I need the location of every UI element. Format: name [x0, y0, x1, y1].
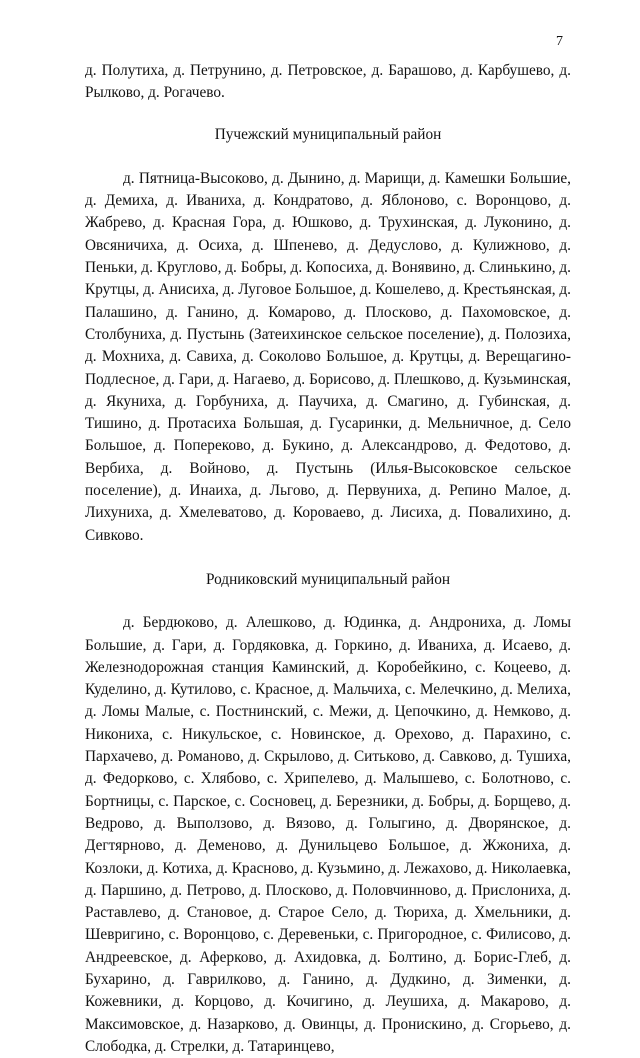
- continued-settlement-list: д. Полутиха, д. Петрунино, д. Петровское, д. Барашово, д. Карбушево, д. Рылково, д. Рогачево.: [85, 62, 571, 102]
- spacer: [85, 146, 571, 168]
- document-body: [85, 60, 571, 1058]
- spacer: [85, 591, 571, 612]
- section-title-rodnikovsky: Родниковский муниципальный район: [205, 570, 451, 588]
- spacer: [85, 547, 571, 569]
- spacer: [85, 105, 571, 124]
- settlement-list-rodnikovsky: д. Бердюково, д. Алешково, д. Юдинка, д. Андрониха, д. Ломы Большие, д. Гари, д. Гордяковка, д. Горкино, д. Иваниха, д. Исаево, д. Железнодорожная станция Каминский, д. Коробейкино, с. Коцеево, д. Куделино, д. Кутилово, с. Красное, д. Мальчиха, с. Мелечкино, д. Мелиха, д. Ломы Малые, с. Постнинский, с. Межи, д. Цепочкино, д. Немково, д. Никониха, с. Никульское, с. Новинское, д. Орехово, д. Парахино, с. Пархачево, д. Романово, д. Скрылово, д. Ситьково, д. Савково, д. Тушиха, д. Федорково, с. Хлябово, с. Хрипелево, д. Малышево, с. Болотново, с. Бортницы, с. Парское, с. Сосновец, д. Березники, д. Бобры, д. Борщево, д. Ведрово, д. Выползово, д. Вязово, д. Голыгино, д. Дворянское, д. Дегтярново, д. Деменово, д. Дунильцево Большое, д. Жжониха, д. Козлоки, д. Котиха, д. Красново, д. Кузьмино, д. Лежахово, д. Николаевка, д. Паршино, д. Петрово, д. Плосково, д. Половчинново, д. Прислониха, д. Раставлево, д. Становое, д. Старое Село, д. Тюриха, д. Хмельники, д. Шевригино, с. Воронцово, с. Деревеньки, с. Пригородное, с. Филисово, д. Андреевское, д. Аферково, д. Ахидовка, д. Болтино, д. Борис-Глеб, д. Бухарино, д. Гаврилково, д. Ганино, д. Дудкино, д. Зименки, д. Кожевники, д. Корцово, д. Кочигино, д. Леушиха, д. Макарово, д. Максимовское, д. Назарково, д. Овинцы, д. Пронискино, д. Сгорьево, д. Слободка, д. Стрелки, д. Татаринцево,: [85, 614, 571, 1055]
- page-number: 7: [556, 34, 563, 49]
- settlement-list-puchezhsky: д. Пятница-Высоково, д. Дынино, д. Марищи, д. Камешки Большие, д. Демиха, д. Иваниха, д. Кондратово, д. Яблоново, с. Воронцово, д. Жабрево, д. Красная Гора, д. Юшково, д. Трухинская, д. Луконино, д. Овсяничиха, д. Осиха, д. Шпенево, д. Дедуслово, д. Кулижново, д. Пеньки, д. Круглово, д. Бобры, д. Копосиха, д. Вонявино, д. Слинькино, д. Крутцы, д. Анисиха, д. Луговое Большое, д. Кошелево, д. Крестьянская, д. Палашино, д. Ганино, д. Комарово, д. Плосково, д. Пахомовское, д. Столбуниха, д. Пустынь (Затеихинское сельское поселение), д. Полозиха, д. Мохниха, д. Савиха, д. Соколово Большое, д. Крутцы, д. Верещагино-Подлесное, д. Гари, д. Нагаево, д. Борисово, д. Плешково, д. Кузьминская, д. Якуниха, д. Горбуниха, д. Паучиха, д. Смагино, д. Губинская, д. Тишино, д. Протасиха Большая, д. Гусаринки, д. Мельничное, д. Село Большое, д. Попереково, д. Букино, д. Александрово, д. Федотово, д. Вербиха, д. Войново, д. Пустынь (Илья-Высоковское сельское поселение), д. Инаиха, д. Льгово, д. Первуниха, д. Репино Малое, д. Лихуниха, д. Хмелеватово, д. Короваево, д. Лисиха, д. Повалихино, д. Сивково.: [85, 169, 572, 544]
- section-title-puchezhsky: Пучежский муниципальный район: [214, 125, 442, 143]
